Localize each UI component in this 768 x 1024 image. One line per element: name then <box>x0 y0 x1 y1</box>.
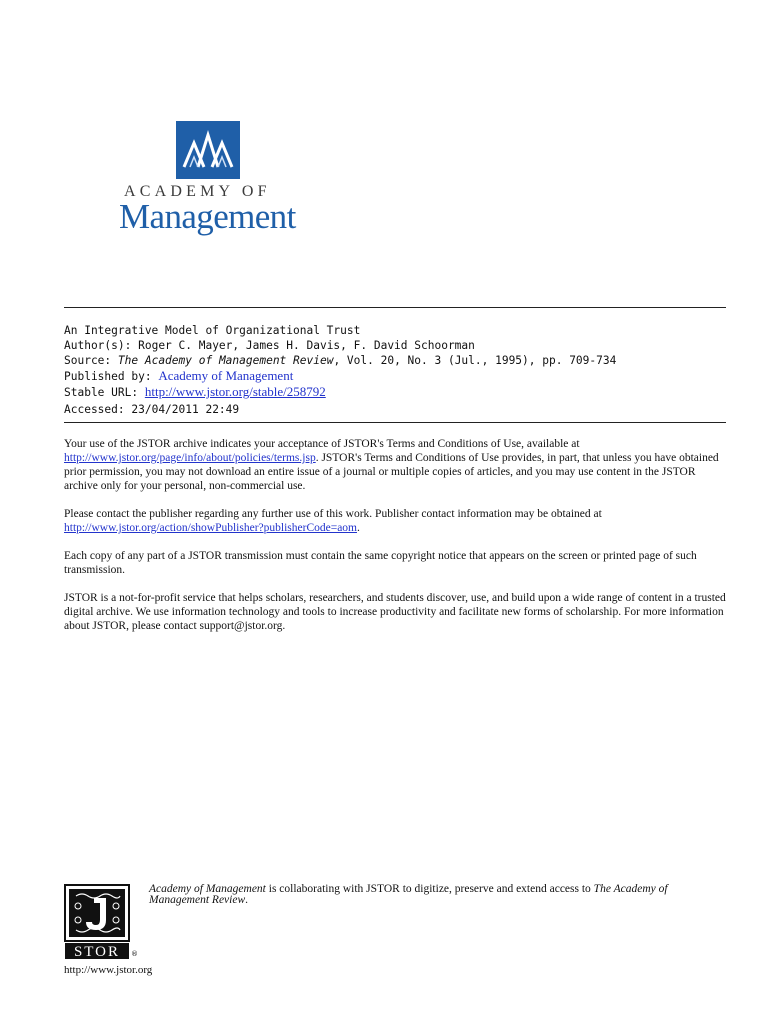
accessed-row <box>64 402 724 417</box>
accessed-label: Accessed: <box>64 403 125 416</box>
publisher-row <box>64 368 724 384</box>
jstor-logo <box>64 884 130 960</box>
collab-journal: The Academy of Management Review <box>149 883 668 906</box>
publisher-link[interactable]: Academy of Management <box>158 368 294 383</box>
stable-url-row <box>64 384 724 400</box>
jstor-logo-icon <box>64 884 130 960</box>
terms-of-use-text <box>64 437 726 647</box>
middle-divider <box>64 422 726 423</box>
terms-paragraph-3: Each copy of any part of a JSTOR transmission must contain the same copyright notice that appears on the screen or printed page of such transmission. <box>64 550 697 576</box>
article-title: An Integrative Model of Organizational Trust <box>64 324 361 337</box>
source-row <box>64 353 724 368</box>
academy-logo-mark <box>176 121 240 179</box>
terms-p2-end: . <box>357 522 360 534</box>
source-details: , Vol. 20, No. 3 (Jul., 1995), pp. 709-734 <box>333 354 617 367</box>
terms-p1-intro: Your use of the JSTOR archive indicates your acceptance of JSTOR's Terms and Conditions of Use, available at <box>64 438 580 450</box>
terms-link[interactable]: http://www.jstor.org/page/info/about/policies/terms.jsp <box>64 452 316 464</box>
logo-wordmark-line2: Management <box>119 197 296 236</box>
terms-p1-rest: . JSTOR's Terms and Conditions of Use provides, in part, that unless you have obtained prior permission, you may not download an entire issue of a journal or multiple copies of articles, and you may use content in the JSTOR archive only for your personal, non-commercial use. <box>64 452 719 492</box>
authors-row <box>64 338 724 353</box>
collab-publisher: Academy of Management <box>149 883 266 895</box>
logo-wordmark-line1: ACADEMY OF <box>124 183 271 200</box>
registered-mark: ® <box>131 950 138 958</box>
citation-block <box>64 323 724 417</box>
jstor-logo-text: STOR <box>73 944 121 960</box>
terms-p2-intro: Please contact the publisher regarding any further use of this work. Publisher contact information may be obtained at <box>64 508 602 520</box>
top-divider <box>64 307 726 308</box>
stable-url-label: Stable URL: <box>64 386 139 399</box>
publisher-label: Published by: <box>64 370 152 383</box>
terms-paragraph-2 <box>64 507 726 535</box>
collaboration-statement <box>149 884 729 906</box>
source-label: Source: <box>64 354 112 367</box>
publisher-contact-link[interactable]: http://www.jstor.org/action/showPublisher?publisherCode=aom <box>64 522 358 534</box>
collab-middle: is collaborating with JSTOR to digitize, preserve and extend access to <box>265 883 594 895</box>
authors-label: Author(s): <box>64 339 132 352</box>
stable-url-link[interactable]: http://www.jstor.org/stable/258792 <box>144 384 326 399</box>
authors-value: Roger C. Mayer, James H. Davis, F. David Schoorman <box>138 339 475 352</box>
jstor-url[interactable]: http://www.jstor.org <box>64 964 153 976</box>
terms-paragraph-4: JSTOR is a not-for-profit service that helps scholars, researchers, and students discover, use, and build upon a wide range of content in a trusted digital archive. We use information technology and tools to increase productivity and facilitate new forms of scholarship. For more information about JSTOR, please contact support@jstor.org. <box>64 592 726 632</box>
accessed-value: 23/04/2011 22:49 <box>131 403 240 416</box>
terms-paragraph-1 <box>64 437 726 493</box>
collab-end: . <box>245 894 248 906</box>
source-journal: The Academy of Management Review <box>117 354 334 367</box>
mountain-peaks-icon <box>176 121 240 179</box>
